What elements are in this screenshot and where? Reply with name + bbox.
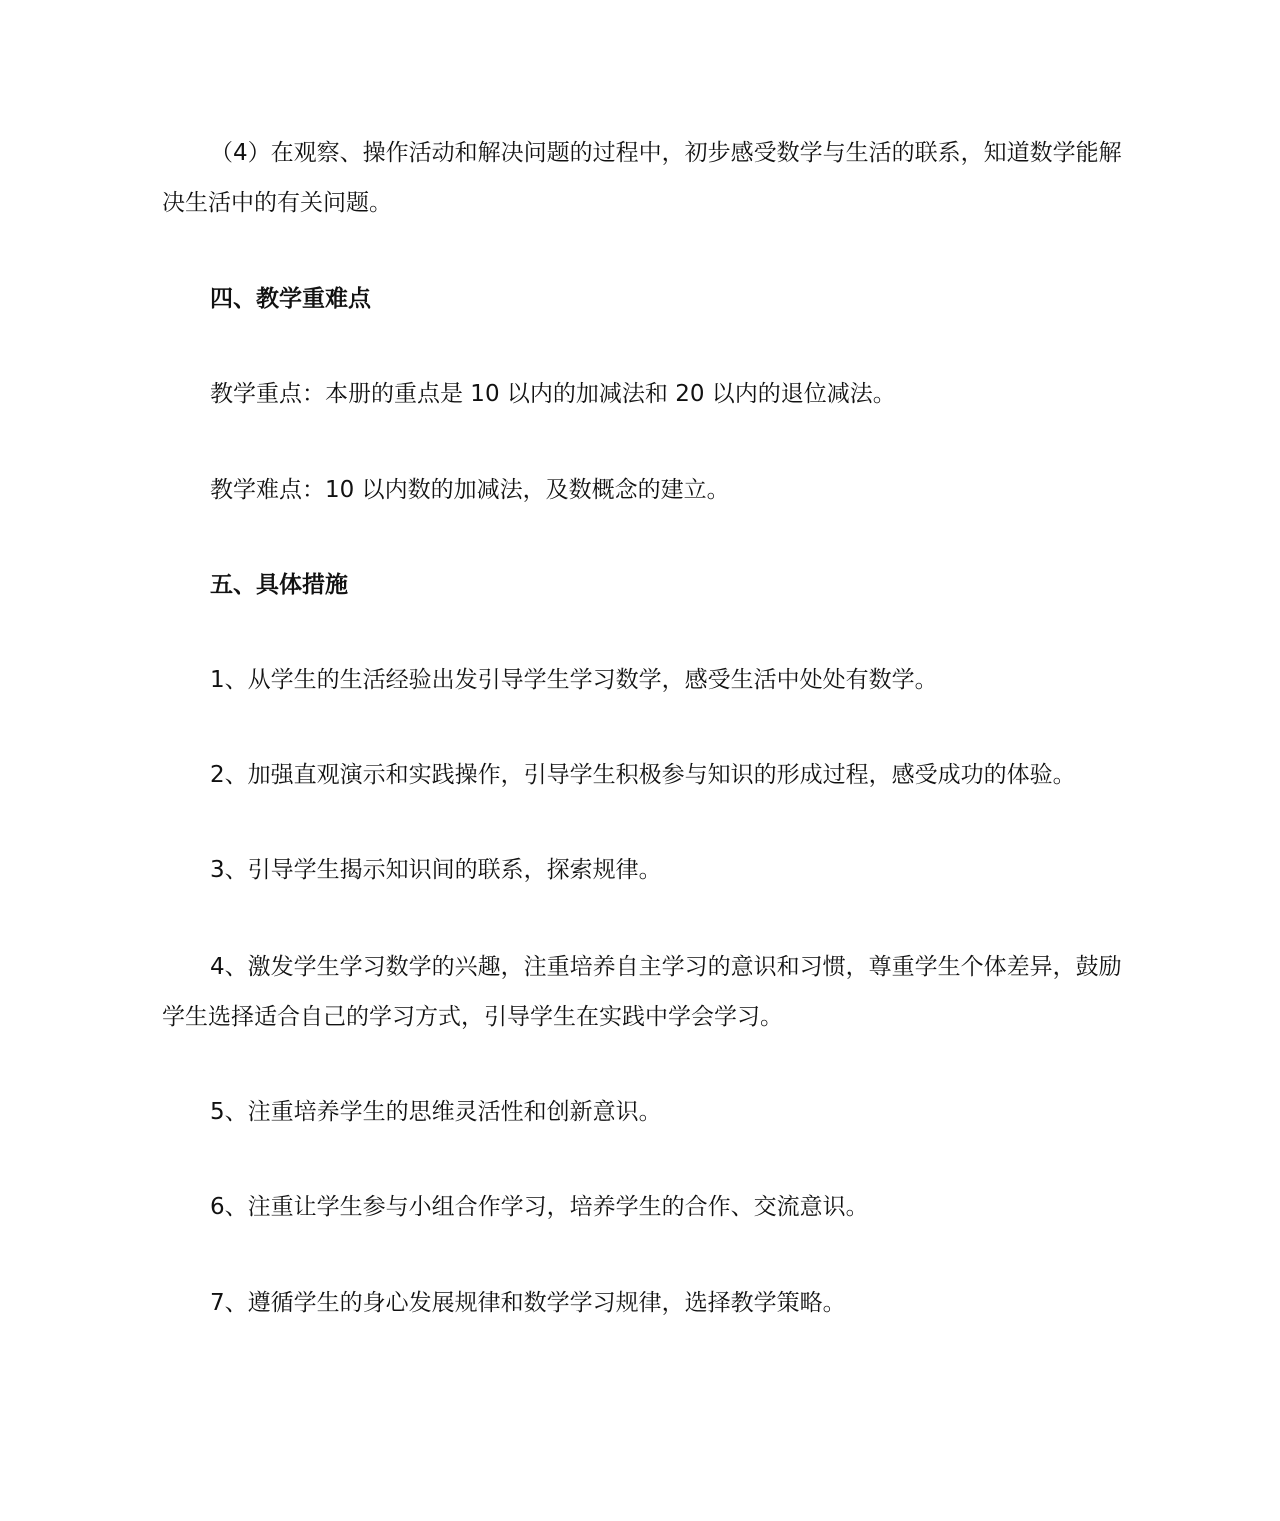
section-heading-key-difficult-points: 四、教学重难点 (210, 286, 371, 312)
teaching-key-point-paragraph: 教学重点：本册的重点是 10 以内的加减法和 20 以内的退位减法。 (210, 381, 896, 407)
measure-7-paragraph: 7、遵循学生的身心发展规律和数学学习规律，选择教学策略。 (210, 1290, 846, 1316)
measure-6-paragraph: 6、注重让学生参与小组合作学习，培养学生的合作、交流意识。 (210, 1194, 869, 1220)
measure-5-paragraph: 5、注重培养学生的思维灵活性和创新意识。 (210, 1099, 662, 1125)
measure-2-paragraph: 2、加强直观演示和实践操作，引导学生积极参与知识的形成过程，感受成功的体验。 (210, 762, 1076, 788)
teaching-difficulty-paragraph: 教学难点：10 以内数的加减法，及数概念的建立。 (210, 477, 730, 503)
section-heading-specific-measures: 五、具体措施 (210, 572, 348, 598)
measure-1-paragraph: 1、从学生的生活经验出发引导学生学习数学，感受生活中处处有数学。 (210, 667, 938, 693)
measure-4-paragraph: 4、激发学生学习数学的兴趣，注重培养自主学习的意识和习惯，尊重学生个体差异，鼓励学生选择适合自己的学习方式，引导学生在实践中学会学习。 (162, 954, 1122, 1030)
measure-3-paragraph: 3、引导学生揭示知识间的联系，探索规律。 (210, 857, 662, 883)
objective-4-paragraph: （4）在观察、操作活动和解决问题的过程中，初步感受数学与生活的联系，知道数学能解决生活中的有关问题。 (162, 140, 1122, 216)
